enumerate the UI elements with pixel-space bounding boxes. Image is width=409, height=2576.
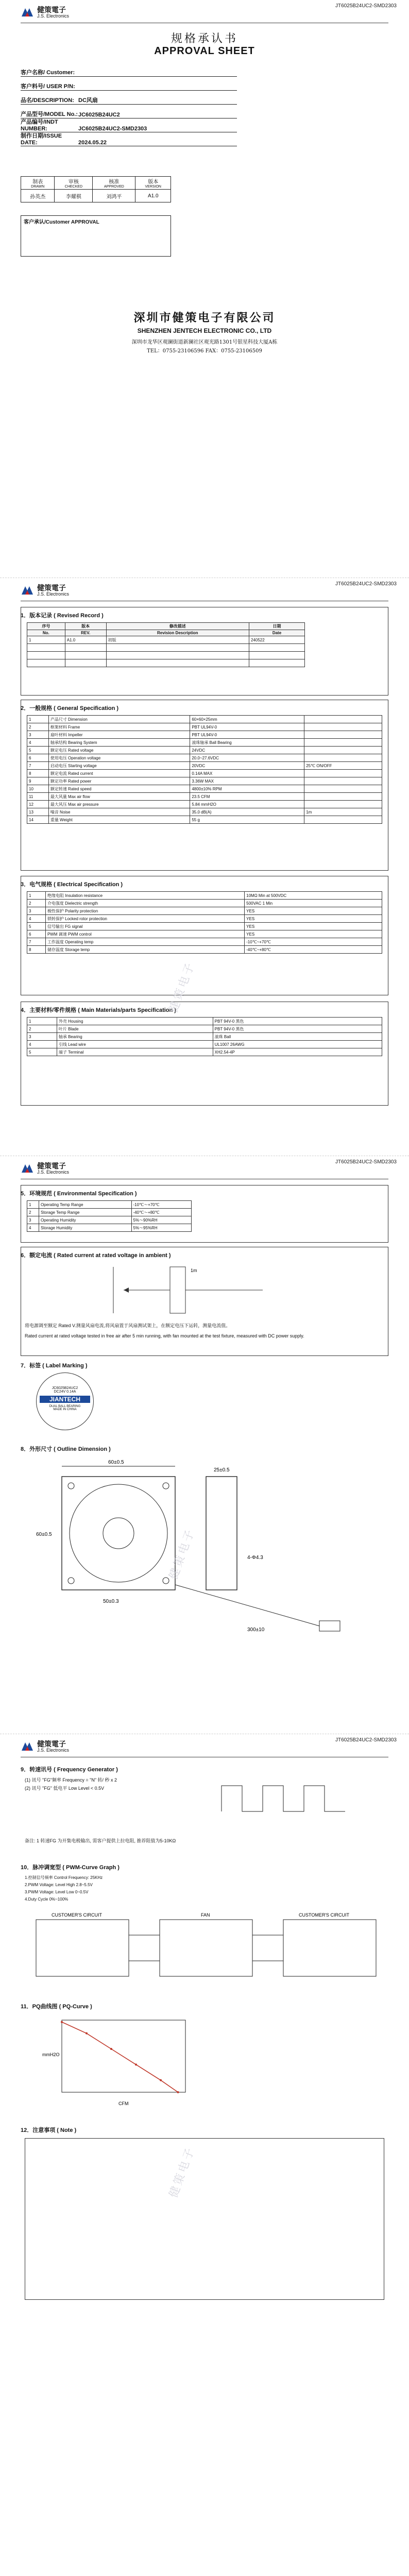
customer-approval-label: 客户承认/Customer APPROVAL — [24, 219, 99, 225]
logo-name-cn: 健策電子 — [37, 6, 66, 14]
pq-point — [61, 2021, 63, 2023]
signoff-header: 制表 DRAWN — [21, 177, 55, 190]
table-row: 4 锁转保护 Locked rotor protection YES — [27, 915, 382, 923]
table-row: 3 扇叶材料 Impeller PBT UL94V-0 — [27, 731, 382, 739]
label-volt: DC24V 0.14A — [54, 1390, 76, 1394]
section-title: 7．标签 ( Label Marking ) — [21, 1363, 88, 1369]
pwm-note: 3.PWM Voltage: Level Low 0~0.5V — [25, 1890, 89, 1894]
product-label — [36, 1372, 94, 1430]
info-value: JC6025B24UC2-SMD2303 — [78, 126, 147, 132]
logo-name-cn: 健策電子 — [37, 1162, 66, 1170]
rated-current-note-cn: 将电源调至额定 Rated V.测量风扇电流,将风扇置于风扇测试架上，在额定电压下运转，测量电流值。 — [25, 1323, 231, 1328]
table-row: 8 储存温度 Storage temp -40℃~+80℃ — [27, 946, 382, 954]
table-row: 8 额定电流 Rated current 0.14A MAX — [27, 770, 382, 777]
notes-body — [25, 2138, 384, 2300]
test-fixture-diagram — [93, 1262, 288, 1318]
info-row — [21, 94, 237, 105]
section-title: 9．转速讯号 ( Frequency Generator ) — [21, 1767, 118, 1773]
watermark-text: 健策电子 — [166, 959, 197, 1014]
table-row: 2 叶片 Blade PBT 94V-0 黑色 — [27, 1025, 382, 1033]
pq-point — [110, 2048, 112, 2050]
info-row — [21, 119, 237, 132]
table-row: 6 PWM 调速 PWM control YES — [27, 930, 382, 938]
page-4 — [0, 1734, 409, 2576]
logo-name-en: J.S. Electronics — [37, 591, 70, 597]
info-key: 产品编号/INDT NUMBER: — [21, 119, 58, 132]
info-value: 2024.05.22 — [78, 140, 107, 146]
logo-mark-icon — [21, 585, 34, 596]
document-number: JT6025B24UC2-SMD2303 — [335, 3, 397, 9]
general-spec-table — [27, 715, 382, 824]
title-en: APPROVAL SHEET — [154, 45, 255, 57]
document-number: JT6025B24UC2-SMD2303 — [335, 1159, 397, 1165]
logo-name-cn: 健策電子 — [37, 584, 66, 592]
pq-curve-chart — [41, 2015, 196, 2108]
company-contact: TEL：0755-23106596 FAX：0755-23106509 — [147, 348, 262, 354]
title-cn: 规格承认书 — [171, 32, 238, 45]
info-key: 品名/DESCRIPTION: — [21, 97, 74, 104]
fg-note: (1) 讯号 "FG"频率 Frequency = "N" 转/ 秒 x 2 — [25, 1777, 117, 1783]
table-row: 4 引线 Lead wire UL1007 26AWG — [27, 1041, 382, 1048]
env-table — [27, 1200, 192, 1232]
fg-waveform — [216, 1775, 371, 1822]
table-row: 1 产品尺寸 Dimension 60×60×25mm — [27, 716, 382, 723]
table-row: 5 信号输出 FG signal YES — [27, 923, 382, 930]
signoff-value: 刘鸿平 — [93, 190, 135, 202]
logo-mark-icon — [21, 1163, 34, 1174]
table-row: 11 最大风量 Max air flow 23.5 CFM — [27, 793, 382, 801]
info-key: 客户名称/ Customer: — [21, 70, 75, 76]
circuit-label: CUSTOMER'S CIRCUIT — [299, 1912, 350, 1918]
pwm-note: 1.控制信号频率 Control Frequency: 25KHz — [25, 1875, 103, 1880]
company-logo — [21, 584, 69, 597]
company-block — [0, 309, 409, 354]
section-title: 11．PQ曲线图 ( PQ-Curve ) — [21, 2004, 92, 2010]
pq-point — [135, 2063, 137, 2065]
dim-hole-label: 4-Φ4.3 — [247, 1555, 263, 1561]
fg-remark: 备注: 1 转速FG 为开集电极输出, 需客户提供上拉电阻, 推荐阻值为5-10KΩ — [25, 1838, 176, 1843]
pq-x-label: CFM — [118, 2101, 129, 2106]
page-2 — [0, 578, 409, 1156]
table-row: 14 重量 Weight 55 g — [27, 816, 382, 824]
table-row: 1 外壳 Housing PBT 94V-0 黑色 — [27, 1018, 382, 1025]
company-logo — [21, 6, 69, 19]
signoff-table — [21, 176, 171, 202]
col-header: REV. — [65, 630, 106, 636]
col-header: 版本 — [65, 623, 106, 630]
circuit-label: FAN — [201, 1912, 210, 1918]
watermark-text: 健策电子 — [166, 2144, 197, 2199]
company-name-en: SHENZHEN JENTECH ELECTRONIC CO., LTD — [137, 327, 272, 334]
table-row: 7 启动电压 Starting voltage 20VDC 25℃ ON/OFF — [27, 762, 382, 770]
section-title: 12．注意事项 ( Note ) — [21, 2127, 77, 2133]
dim-height-label: 60±0.5 — [36, 1532, 52, 1537]
table-row: 2 框架材料 Frame PBT UL94V-0 — [27, 723, 382, 731]
logo-name-en: J.S. Electronics — [37, 13, 70, 19]
info-row — [21, 80, 237, 91]
company-address: 深圳市龙华区观澜街道新澜社区观光路1301号银星科技大厦A栋 — [131, 340, 278, 345]
col-header: Date — [249, 630, 304, 636]
signoff-value: 李耀棋 — [55, 190, 93, 202]
signoff-value: 孙英杰 — [21, 190, 55, 202]
table-row: 13 噪音 Noise 35.0 dB(A) 1m — [27, 808, 382, 816]
logo-name-en: J.S. Electronics — [37, 1748, 70, 1753]
section-title: 1．版本记录 ( Revised Record ) — [21, 613, 104, 619]
company-logo — [21, 1740, 69, 1753]
table-row — [27, 659, 305, 667]
svg-text:1m: 1m — [191, 1268, 197, 1273]
label-origin: MADE IN CHINA — [53, 1408, 77, 1411]
rated-current-note-en: Rated current at rated voltage tested in free air after 5 min running, with fan mounted at the test fixture, measured with DC power supply. — [25, 1333, 304, 1338]
table-row: 5 额定电压 Rated voltage 24VDC — [27, 747, 382, 754]
section-title: 10．脉冲调宽型 ( PWM-Curve Graph ) — [21, 1865, 120, 1871]
info-row — [21, 108, 237, 118]
table-row: 2 介电强度 Dielectric strength 500VAC 1 Min — [27, 900, 382, 907]
signoff-header: 核准 APPROVED — [93, 177, 135, 190]
logo-name-cn: 健策電子 — [37, 1740, 66, 1748]
pwm-note: 4.Duty Cycle 0%~100% — [25, 1897, 69, 1902]
section-title: 3．电气规格 ( Electrical Specification ) — [21, 882, 123, 888]
logo-mark-icon — [21, 7, 34, 18]
table-row: 6 使用电压 Operation voltage 20.0~27.6VDC — [27, 754, 382, 762]
col-header: No. — [27, 630, 65, 636]
info-key: 客户料号/ USER P/N: — [21, 83, 75, 90]
table-row: 3 Operating Humidity 5%～90%RH — [27, 1216, 192, 1224]
table-row: 7 工作温度 Operating temp -10℃~+70℃ — [27, 938, 382, 946]
signoff-header: 版本 VERSION — [135, 177, 171, 190]
section-title: 8．外形尺寸 ( Outline Dimension ) — [21, 1446, 111, 1452]
page-1 — [0, 0, 409, 578]
info-fields — [21, 66, 237, 149]
customer-approval-box — [21, 215, 171, 257]
revision-table — [27, 622, 305, 667]
col-header: 序号 — [27, 623, 65, 630]
company-logo — [21, 1162, 69, 1175]
logo-name-en: J.S. Electronics — [37, 1170, 70, 1175]
table-row: 4 轴承结构 Bearing System 滚珠轴承 Ball Bearing — [27, 739, 382, 747]
table-row: 5 端子 Terminal XH2.54-4P — [27, 1048, 382, 1056]
info-key: 产品型号/MODEL No.: — [21, 111, 78, 117]
table-row: 1 Operating Temp Range -10℃～+70℃ — [27, 1201, 192, 1209]
document-number: JT6025B24UC2-SMD2303 — [335, 581, 397, 587]
info-key: 制作日期/ISSUE DATE: — [21, 133, 62, 146]
watermark-text: 健策电子 — [166, 1526, 197, 1581]
pq-point — [160, 2079, 162, 2081]
pq-point — [177, 2091, 179, 2093]
dim-depth-label: 25±0.5 — [214, 1467, 230, 1473]
dim-pitch-label: 50±0.3 — [103, 1599, 119, 1604]
label-brand: JIANTECH — [40, 1396, 90, 1403]
page-3 — [0, 1156, 409, 1734]
table-row: 1 绝缘电阻 Insulation resistance 10MΩ Min at 500VDC — [27, 892, 382, 900]
pq-series-line — [62, 2022, 178, 2092]
signoff-value: A1.0 — [135, 190, 171, 202]
electrical-spec-table — [27, 891, 382, 954]
fg-note: (2) 讯号 "FG" 低电平 Low Level < 0.5V — [25, 1786, 105, 1791]
pwm-circuit-diagram — [31, 1909, 381, 1987]
info-row — [21, 66, 237, 77]
company-name-cn: 深圳市健策电子有限公司 — [133, 311, 276, 325]
table-row: 3 轴承 Bearing 滚珠 Ball — [27, 1033, 382, 1041]
pq-y-label: mmH2O — [42, 2052, 60, 2057]
col-header: 修改描述 — [106, 623, 249, 630]
info-value: JC6025B24UC2 — [78, 112, 120, 118]
table-row: 2 Storage Temp Range -40℃～+80℃ — [27, 1209, 192, 1216]
logo-mark-icon — [21, 1741, 34, 1752]
table-row: 12 最大风压 Max air pressure 5.84 mmH2O — [27, 801, 382, 808]
signoff-header: 审核 CHECKED — [55, 177, 93, 190]
col-header: Revision Description — [106, 630, 249, 636]
table-row: 3 极性保护 Polarity protection YES — [27, 907, 382, 915]
label-bearing: DUAL BALL BEARING — [49, 1405, 81, 1408]
table-row: 9 额定功率 Rated power 3.36W MAX — [27, 777, 382, 785]
document-number: JT6025B24UC2-SMD2303 — [335, 1737, 397, 1743]
section-title: 4．主要材料/零件规格 ( Main Materials/parts Specification ) — [21, 1007, 176, 1013]
table-row: 10 额定转速 Rated speed 4800±10% RPM — [27, 785, 382, 793]
label-model: JC6025B24UC2 — [52, 1386, 78, 1390]
circuit-label: CUSTOMER'S CIRCUIT — [52, 1912, 103, 1918]
pwm-note: 2.PWM Voltage: Level High 2.8~5.5V — [25, 1883, 93, 1887]
table-row: 1 A1.0 初版 240522 — [27, 636, 305, 644]
col-header: 日期 — [249, 623, 304, 630]
info-value: DC风扇 — [78, 97, 98, 104]
table-row — [27, 644, 305, 652]
dim-width-label: 60±0.5 — [108, 1460, 124, 1465]
info-row — [21, 135, 237, 146]
section-title: 5．环境规范 ( Environmental Specification ) — [21, 1191, 137, 1197]
table-row: 4 Storage Humidity 5%～95%RH — [27, 1224, 192, 1232]
outline-dimension-drawing — [31, 1456, 381, 1672]
pq-point — [86, 2032, 88, 2035]
section-title: 6．额定电流 ( Rated current at rated voltage in ambient ) — [21, 1252, 171, 1259]
section-title: 2．一般规格 ( General Specification ) — [21, 705, 119, 711]
materials-table — [27, 1017, 382, 1056]
table-row — [27, 652, 305, 659]
dim-lead-label: 300±10 — [247, 1627, 265, 1633]
